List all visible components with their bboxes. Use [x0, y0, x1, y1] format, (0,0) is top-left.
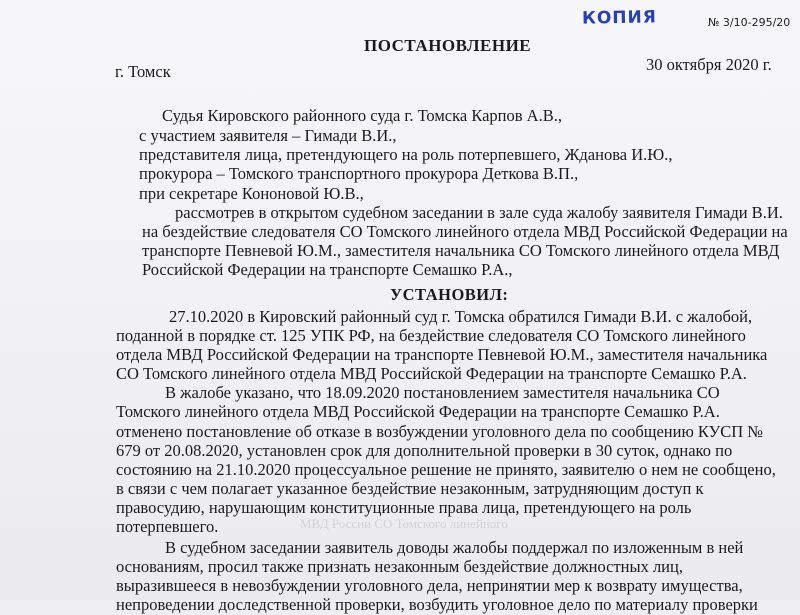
- body-line: потерпевшего.: [116, 517, 219, 536]
- intro-line: прокурора – Томского транспортного прокурора Деткова В.П.,: [139, 164, 579, 183]
- intro-line: с участием заявителя – Гимади В.И.,: [139, 126, 397, 145]
- intro-line: транспорте Певневой Ю.М., заместителя начальника СО Томского линейного отдела МВД: [142, 241, 780, 260]
- intro-line: Российской Федерации на транспорте Семашко Р.А.,: [142, 260, 513, 279]
- intro-line: представителя лица, претендующего на роль потерпевшего, Жданова И.Ю.,: [139, 145, 673, 164]
- document-city: г. Томск: [115, 62, 171, 81]
- intro-line: рассмотрев в открытом судебном заседании в зале суда жалобу заявителя Гимади В.И.: [175, 203, 783, 222]
- body-line: в связи с чем полагает указанное бездействие незаконным, затрудняющим доступ к: [116, 479, 704, 498]
- section-title: УСТАНОВИЛ:: [390, 285, 509, 304]
- bleed-through-text: МВД России СО Томского линейного: [300, 516, 508, 531]
- body-line: состоянию на 21.10.2020 процессуальное решение не принято, заявителю о нем не сообщено,: [116, 460, 776, 479]
- body-line: 679 от 20.08.2020, установлен срок для дополнительной проверки в 30 суток, однако по: [116, 441, 733, 460]
- copy-stamp: КОПИЯ: [581, 7, 658, 29]
- body-line: В жалобе указано, что 18.09.2020 постановлением заместителя начальника СО: [165, 383, 720, 402]
- body-line: СО Томского линейного отдела МВД Российской Федерации на транспорте Семашко Р.А.: [116, 364, 747, 383]
- body-line: правосудию, нарушающим конституционные права лица, претендующего на роль: [116, 498, 692, 517]
- body-line: основаниям, просил также признать незаконным бездействие должностных лиц,: [116, 557, 683, 576]
- body-line: 27.10.2020 в Кировский районный суд г. Томска обратился Гимади В.И. с жалобой,: [169, 307, 753, 326]
- body-line: выразившееся в невозбуждении уголовного дела, непринятии мер к возврату имущества,: [116, 576, 743, 595]
- body-line: Томского линейного отдела МВД Российской Федерации на транспорте Семашко Р.А.: [116, 402, 720, 421]
- case-number: № 3/10-295/20: [708, 16, 791, 29]
- body-line: отдела МВД Российской Федерации на транспорте Певневой Ю.М., заместителя начальника: [116, 345, 768, 364]
- body-line: отменено постановление об отказе в возбуждении уголовного дела по сообщению КУСП №: [116, 422, 764, 441]
- intro-line: при секретаре Кононовой Ю.В.,: [139, 184, 364, 203]
- document-title: ПОСТАНОВЛЕНИЕ: [364, 36, 532, 55]
- body-line: поданной в порядке ст. 125 УПК РФ, на бездействие следователя СО Томского линейного: [116, 326, 746, 345]
- intro-line: на бездействие следователя СО Томского линейного отдела МВД Российской Федерации на: [142, 222, 788, 241]
- document-date: 30 октября 2020 г.: [646, 55, 772, 74]
- body-line: непроведении доследственной проверки, возбудить уголовное дело по материалу проверки: [116, 595, 758, 614]
- intro-line: Судья Кировского районного суда г. Томска Карпов А.В.,: [162, 106, 562, 125]
- body-line: В судебном заседании заявитель доводы жалобы поддержал по изложенным в ней: [165, 538, 744, 557]
